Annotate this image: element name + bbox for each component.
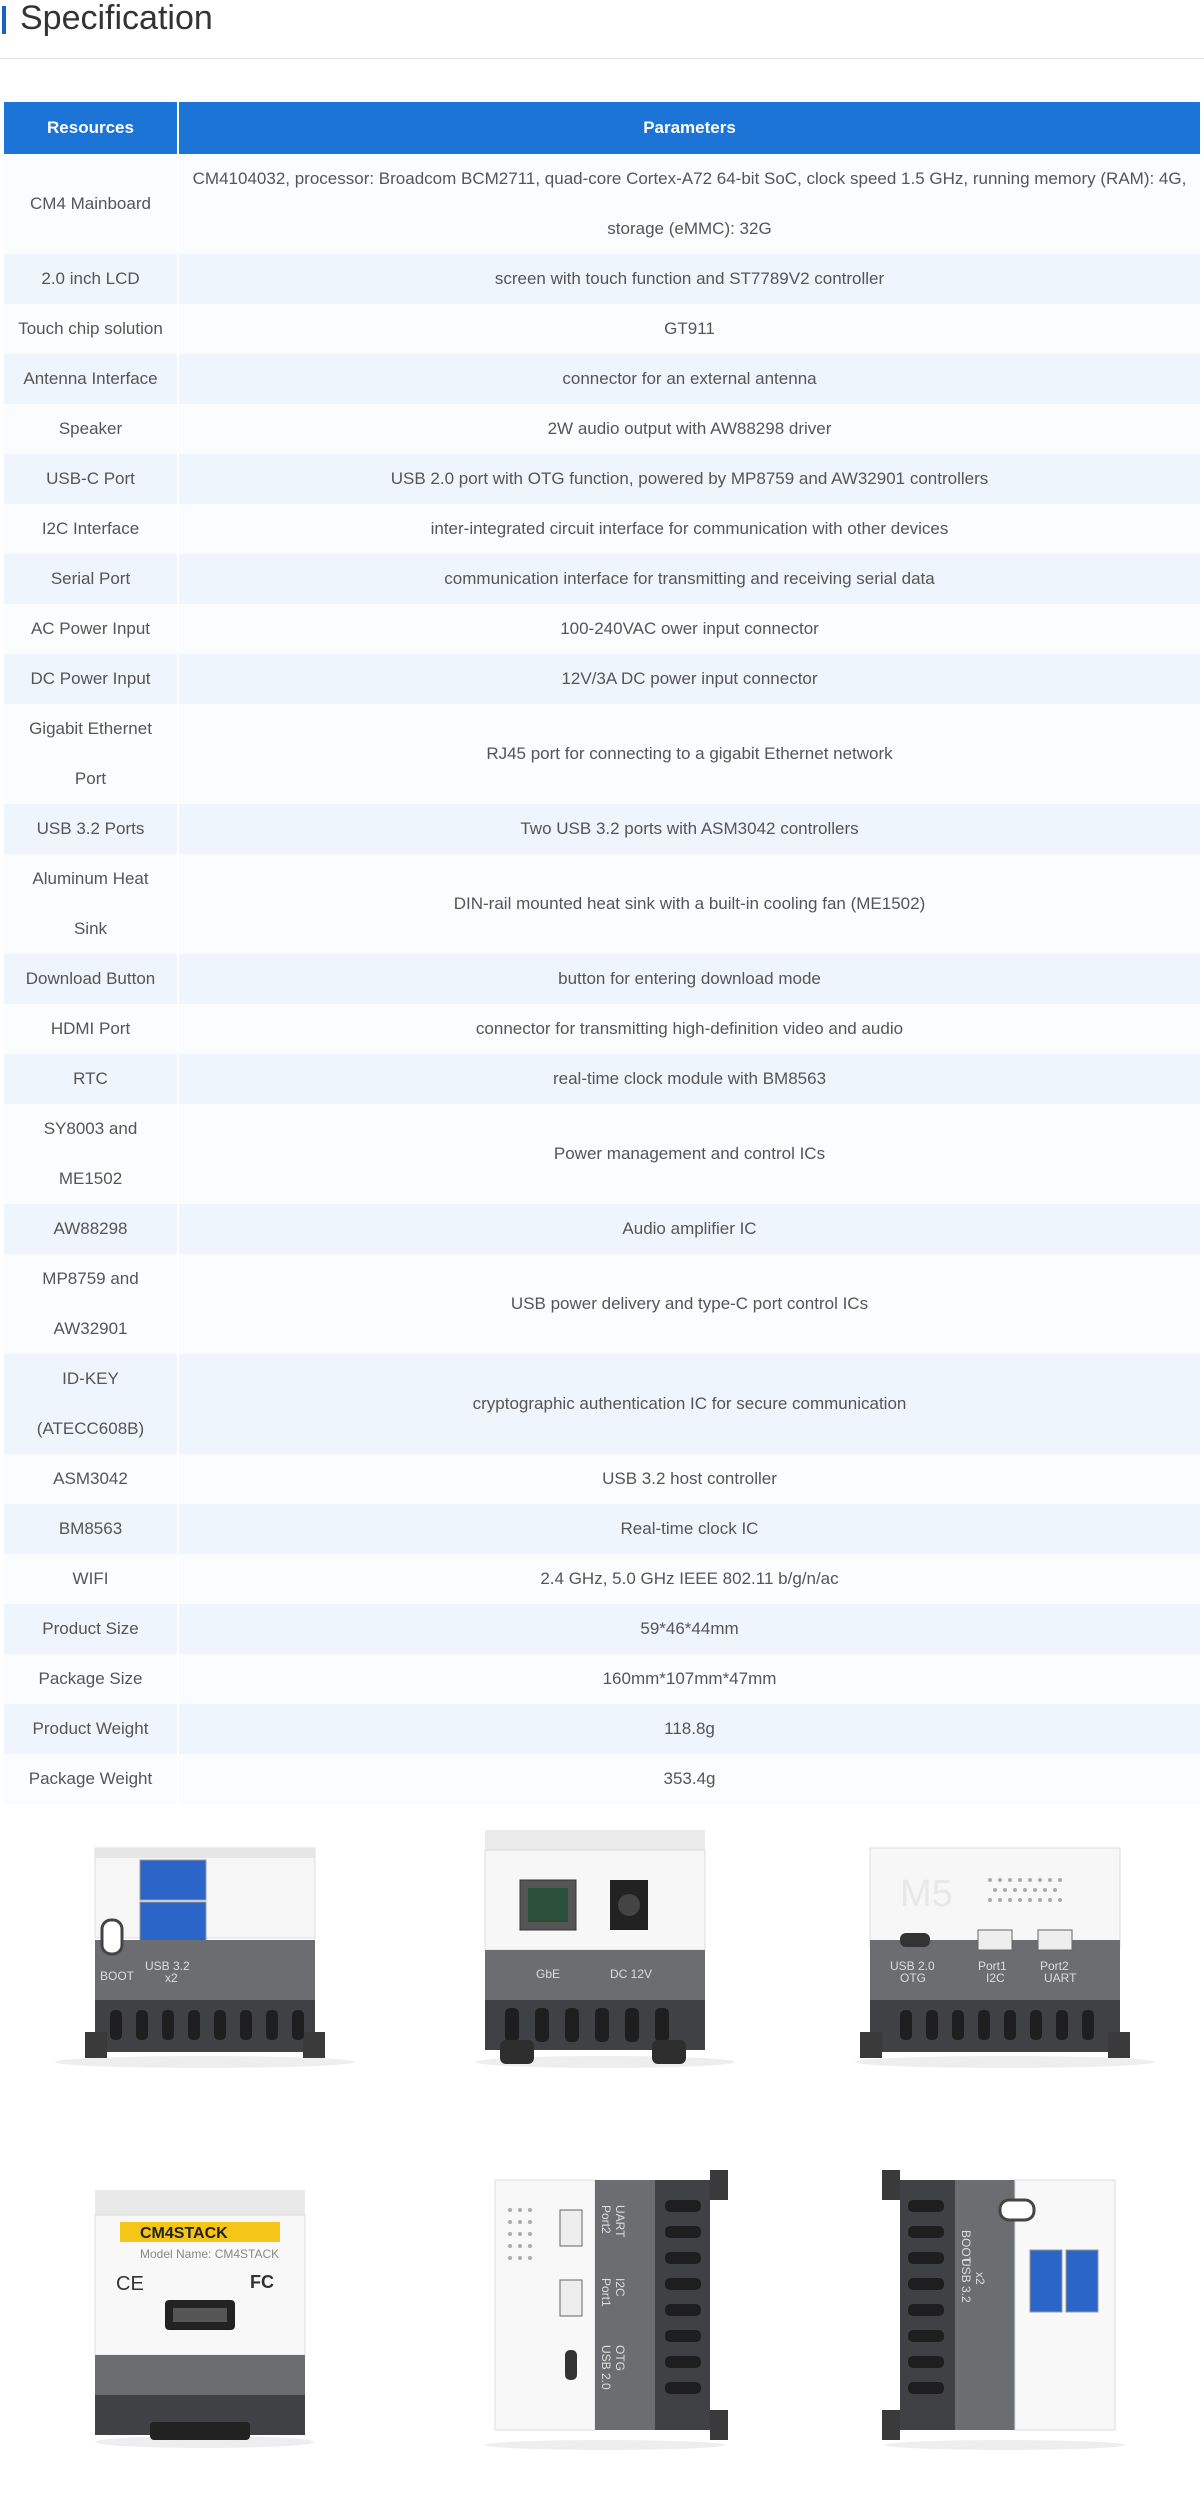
resource-cell: Gigabit Ethernet Port	[4, 704, 178, 804]
resource-cell: RTC	[4, 1054, 178, 1104]
parameter-cell: Audio amplifier IC	[178, 1204, 1200, 1254]
resource-cell: Product Weight	[4, 1704, 178, 1754]
table-row	[4, 304, 1200, 354]
table-row	[4, 504, 1200, 554]
table-header-row	[4, 102, 1200, 154]
label-usb20: USB 2.0	[890, 1959, 935, 1973]
table-row	[4, 1504, 1200, 1554]
table-row	[4, 1354, 1200, 1454]
parameter-cell: cryptographic authentication IC for secure communication	[178, 1354, 1200, 1454]
resource-cell: Download Button	[4, 954, 178, 1004]
parameter-cell: Power management and control ICs	[178, 1104, 1200, 1204]
parameter-cell: 12V/3A DC power input connector	[178, 654, 1200, 704]
label-otg-side: OTG	[613, 2345, 627, 2371]
spec-table-body	[4, 154, 1200, 1804]
parameter-cell: 59*46*44mm	[178, 1604, 1200, 1654]
resource-cell: Package Weight	[4, 1754, 178, 1804]
table-row	[4, 404, 1200, 454]
resource-cell: Touch chip solution	[4, 304, 178, 354]
table-row	[4, 1654, 1200, 1704]
parameter-cell: connector for transmitting high-definition video and audio	[178, 1004, 1200, 1054]
product-photo-label-side	[40, 2150, 370, 2450]
label-port2-side: Port2	[599, 2205, 613, 2234]
parameter-cell: 353.4g	[178, 1754, 1200, 1804]
parameter-cell: Two USB 3.2 ports with ASM3042 controllers	[178, 804, 1200, 854]
table-row	[4, 1204, 1200, 1254]
label-usb20-side: USB 2.0	[599, 2345, 613, 2390]
table-row	[4, 154, 1200, 254]
product-photo-boot-side-rotated	[840, 2150, 1170, 2450]
product-photo-usb-side	[40, 1770, 370, 2070]
resource-cell: BM8563	[4, 1504, 178, 1554]
spec-table	[4, 102, 1200, 1804]
resource-cell: Product Size	[4, 1604, 178, 1654]
label-boot-side: BOOT	[959, 2230, 973, 2265]
resource-cell: I2C Interface	[4, 504, 178, 554]
resource-cell: SY8003 and ME1502	[4, 1104, 178, 1204]
label-usb-count: x2	[165, 1971, 178, 1985]
parameter-cell: Real-time clock IC	[178, 1504, 1200, 1554]
parameter-cell: communication interface for transmitting and receiving serial data	[178, 554, 1200, 604]
label-usb-count-side: x2	[973, 2272, 987, 2285]
column-header-parameters: Parameters	[178, 102, 1200, 154]
parameter-cell: 100-240VAC ower input connector	[178, 604, 1200, 654]
page-title-block	[0, 0, 1204, 59]
product-photo-side-rotated	[440, 2150, 770, 2450]
resource-cell: Speaker	[4, 404, 178, 454]
resource-cell: ASM3042	[4, 1454, 178, 1504]
title-accent-bar	[2, 6, 6, 34]
label-gbe: GbE	[536, 1967, 561, 1981]
table-row	[4, 354, 1200, 404]
label-usb32-side: USB 3.2	[959, 2258, 973, 2303]
resource-cell: WIFI	[4, 1554, 178, 1604]
table-row	[4, 704, 1200, 804]
resource-cell: MP8759 and AW32901	[4, 1254, 178, 1354]
label-i2c: I2C	[986, 1971, 1005, 1985]
label-i2c-side: I2C	[613, 2278, 627, 2297]
parameter-cell: GT911	[178, 304, 1200, 354]
table-row	[4, 1604, 1200, 1654]
table-row	[4, 454, 1200, 504]
parameter-cell: CM4104032, processor: Broadcom BCM2711, quad-core Cortex-A72 64-bit SoC, clock speed 1.5 GHz, running memory (RAM): 4G, storage (eMMC): 32G	[178, 154, 1200, 254]
m5-logo: M5	[900, 1873, 953, 1915]
resource-cell: Aluminum Heat Sink	[4, 854, 178, 954]
model-label: Model Name: CM4STACK	[140, 2247, 280, 2261]
label-port1: Port1	[978, 1959, 1007, 1973]
table-row	[4, 654, 1200, 704]
parameter-cell: USB 3.2 host controller	[178, 1454, 1200, 1504]
parameter-cell: 160mm*107mm*47mm	[178, 1654, 1200, 1704]
product-gallery	[0, 1700, 1204, 2500]
parameter-cell: inter-integrated circuit interface for communication with other devices	[178, 504, 1200, 554]
table-row	[4, 1004, 1200, 1054]
table-row	[4, 1254, 1200, 1354]
table-row	[4, 554, 1200, 604]
label-dc12v: DC 12V	[610, 1967, 653, 1981]
resource-cell: USB 3.2 Ports	[4, 804, 178, 854]
parameter-cell: connector for an external antenna	[178, 354, 1200, 404]
parameter-cell: button for entering download mode	[178, 954, 1200, 1004]
resource-cell: AC Power Input	[4, 604, 178, 654]
label-uart: UART	[1044, 1971, 1077, 1985]
label-port1-side: Port1	[599, 2278, 613, 2307]
resource-cell: Antenna Interface	[4, 354, 178, 404]
label-port2: Port2	[1040, 1959, 1069, 1973]
brand-label: CM4STACK	[140, 2225, 228, 2242]
column-header-resources: Resources	[4, 102, 178, 154]
resource-cell: Package Size	[4, 1654, 178, 1704]
label-boot: BOOT	[100, 1969, 135, 1983]
resource-cell: AW88298	[4, 1204, 178, 1254]
resource-cell: DC Power Input	[4, 654, 178, 704]
table-row	[4, 1104, 1200, 1204]
page-title: Specification	[20, 0, 213, 37]
parameter-cell: RJ45 port for connecting to a gigabit Ethernet network	[178, 704, 1200, 804]
resource-cell: 2.0 inch LCD	[4, 254, 178, 304]
product-photo-ports-side	[840, 1770, 1170, 2070]
table-row	[4, 604, 1200, 654]
resource-cell: Serial Port	[4, 554, 178, 604]
resource-cell: ID-KEY (ATECC608B)	[4, 1354, 178, 1454]
parameter-cell: real-time clock module with BM8563	[178, 1054, 1200, 1104]
table-row	[4, 1454, 1200, 1504]
parameter-cell: USB 2.0 port with OTG function, powered by MP8759 and AW32901 controllers	[178, 454, 1200, 504]
parameter-cell: 118.8g	[178, 1704, 1200, 1754]
table-row	[4, 954, 1200, 1004]
table-row	[4, 1054, 1200, 1104]
resource-cell: CM4 Mainboard	[4, 154, 178, 254]
fcc-mark-icon: FC	[250, 2272, 274, 2292]
ce-mark-icon: CE	[116, 2273, 144, 2295]
resource-cell: USB-C Port	[4, 454, 178, 504]
resource-cell: HDMI Port	[4, 1004, 178, 1054]
table-row	[4, 854, 1200, 954]
parameter-cell: DIN-rail mounted heat sink with a built-in cooling fan (ME1502)	[178, 854, 1200, 954]
label-usb32: USB 3.2	[145, 1959, 190, 1973]
label-uart-side: UART	[613, 2205, 627, 2238]
table-row	[4, 1554, 1200, 1604]
label-otg: OTG	[900, 1971, 926, 1985]
product-photo-ethernet-side	[440, 1770, 770, 2070]
parameter-cell: USB power delivery and type-C port control ICs	[178, 1254, 1200, 1354]
parameter-cell: 2.4 GHz, 5.0 GHz IEEE 802.11 b/g/n/ac	[178, 1554, 1200, 1604]
parameter-cell: 2W audio output with AW88298 driver	[178, 404, 1200, 454]
parameter-cell: screen with touch function and ST7789V2 controller	[178, 254, 1200, 304]
table-row	[4, 804, 1200, 854]
table-row	[4, 254, 1200, 304]
